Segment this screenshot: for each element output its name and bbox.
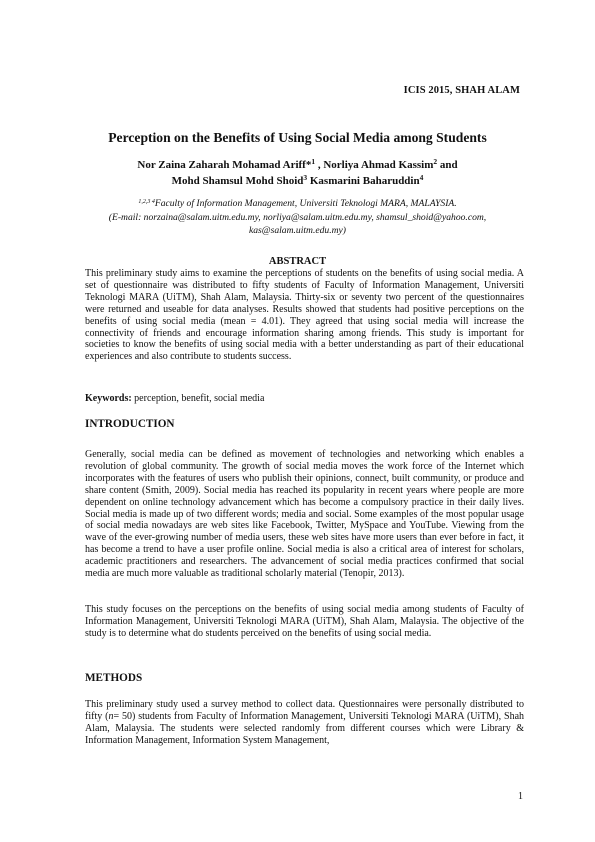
author-1: Nor Zaina Zaharah Mohamad Ariff*	[137, 159, 312, 171]
keywords-text: perception, benefit, social media	[131, 393, 265, 404]
conference-header: ICIS 2015, SHAH ALAM	[403, 85, 520, 96]
methods-text-b: = 50) students from Faculty of Information Management, Universiti Teknologi MARA (UiTM), Shah Alam, Malaysia. The students were selected randomly from different courses which were Library & Information Management, Information System Management,	[85, 710, 525, 746]
author-2: , Norliya Ahmad Kassim	[315, 159, 434, 171]
author-4: Kasmarini Baharuddin	[307, 175, 420, 187]
affiliation-line-1	[60, 197, 535, 211]
methods-text-a: This preliminary study used a survey method to collect data. Questionnaires were personally distributed to fifty (	[85, 699, 524, 722]
affiliation-block	[60, 197, 535, 238]
keywords-label: Keywords:	[85, 393, 132, 404]
paper-title: Perception on the Benefits of Using Social Media among Students	[108, 130, 487, 145]
introduction-paragraph-2: This study focuses on the perceptions on the benefits of using social media among students of Faculty of Information Management, Universiti Teknologi MARA (UiTM), Shah Alam, Malaysia. The objective of the study is to determine what do students perceived on the benefits of using social media.	[85, 604, 524, 639]
author-4-affil: 4	[419, 173, 424, 182]
email-line-2: kas@salam.uitm.edu.my)	[248, 225, 347, 236]
abstract-text: This preliminary study aims to examine the perceptions of students on the benefits of using social media. A set of questionnaire was distributed to fifty students of Faculty of Information Management, Universiti Teknologi MARA (UiTM), Shah Alam, Malaysia. Thirty-six or seventy two percent of the questionnaires were returned and useable for data analyses. Results showed that students had positive perceptions on the benefits of using social media (mean = 4.01). They agreed that using social media will increase the connectivity of friends and encourage information sharing among friends. This study is important for societies to know the benefits of using social media with a better understanding as part of their educational experiences and also contribute to students success.	[85, 268, 524, 363]
email-line-1: (E-mail: norzaina@salam.uitm.edu.my, norliya@salam.uitm.edu.my, shamsul_shoid@yahoo.com,	[108, 211, 487, 223]
author-list	[60, 157, 535, 189]
author-3-affil: 3	[303, 173, 308, 182]
methods-heading: METHODS	[85, 672, 143, 684]
affiliation-text: Faculty of Information Management, Universiti Teknologi MARA, MALAYSIA.	[154, 198, 457, 209]
abstract-heading: ABSTRACT	[268, 256, 327, 267]
introduction-paragraph-1: Generally, social media can be defined as movement of technologies and networking which enables a revolution of global community. The growth of social media moves the work force of the Internet which incorporates with the features of users who publish their opinions, connect, built community, or produce and share content (Smith, 2009). Social media has reached its popularity in recent years where people are more dependent on online technology advancement which has become a compulsory practice in their daily lives. Social media is made up of two different words; media and social. Some examples of the most popular usage of social media nowadays are web sites like Facebook, Twitter, MySpace and YouTube. Viewing from the wave of the ever-growing number of media users, these web sites have more users than ever before in fact, it has become a trend to have a user profile online. Social media is also a critical area of interest for scholars, academic practitioners and researchers. The advancement of social media practices confirmed that social media are much more valuable as traditional scholarly material (Tenopir, 2013).	[85, 449, 524, 580]
author-1-affil: 1	[311, 157, 316, 166]
methods-paragraph-1	[85, 699, 524, 747]
author-2-affil: 2	[433, 157, 438, 166]
introduction-heading: INTRODUCTION	[85, 418, 175, 430]
author-3: Mohd Shamsul Mohd Shoid	[171, 175, 304, 187]
keywords-line	[85, 393, 524, 405]
affiliation-markers: 1,2,3 4	[138, 199, 155, 205]
author-conjunction: and	[437, 159, 458, 171]
page-number: 1	[518, 791, 523, 802]
author-line-2	[60, 173, 535, 189]
author-line-1	[60, 157, 535, 173]
sample-size-symbol: n	[108, 710, 114, 722]
